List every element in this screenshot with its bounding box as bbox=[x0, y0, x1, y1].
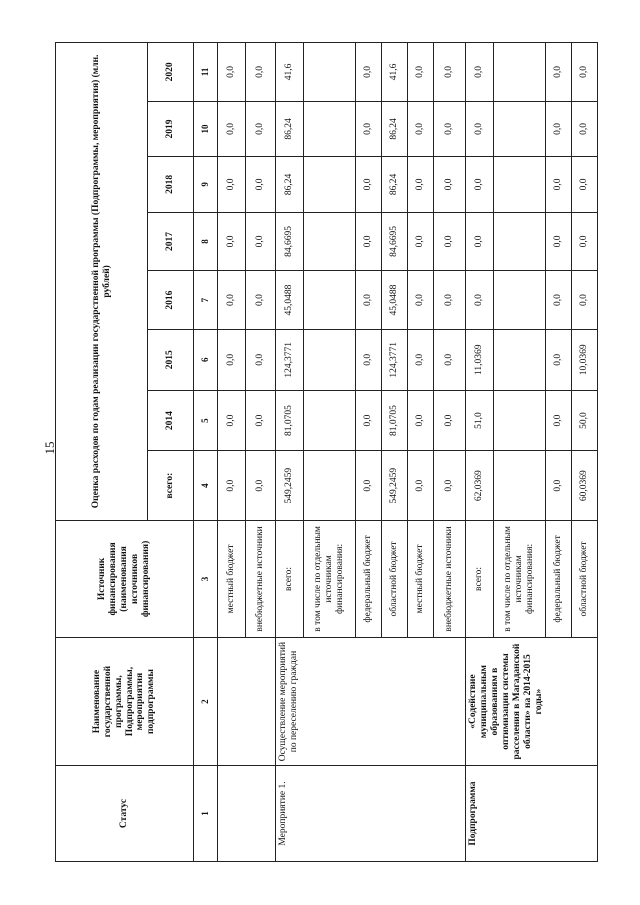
header-total: всего: bbox=[148, 451, 194, 520]
index-cell: 7 bbox=[194, 271, 218, 330]
status-cell bbox=[218, 766, 276, 862]
source-cell: всего: bbox=[276, 520, 304, 637]
value-cell: 0,0 bbox=[546, 271, 572, 330]
value-cell: 11,0369 bbox=[466, 329, 494, 390]
value-cell: 62,0369 bbox=[466, 451, 494, 520]
value-cell: 0,0 bbox=[546, 101, 572, 156]
table-row bbox=[276, 43, 304, 862]
header-status: Статус bbox=[56, 766, 194, 862]
value-cell: 0,0 bbox=[218, 329, 246, 390]
header-source: Источник финансирования (наименования источников финансирования) bbox=[56, 520, 194, 637]
value-cell: 0,0 bbox=[408, 390, 434, 451]
index-cell: 5 bbox=[194, 390, 218, 451]
value-cell: 0,0 bbox=[572, 271, 598, 330]
value-cell: 0,0 bbox=[434, 157, 466, 212]
budget-table bbox=[55, 42, 598, 862]
index-cell: 1 bbox=[194, 766, 218, 862]
page-number: 15 bbox=[42, 441, 57, 455]
header-year: 2019 bbox=[148, 101, 194, 156]
value-cell: 0,0 bbox=[572, 157, 598, 212]
header-year: 2016 bbox=[148, 271, 194, 330]
value-cell: 0,0 bbox=[408, 271, 434, 330]
value-cell: 0,0 bbox=[408, 329, 434, 390]
value-cell: 0,0 bbox=[218, 101, 246, 156]
name-cell bbox=[218, 638, 276, 766]
table-row bbox=[218, 43, 246, 862]
value-cell: 0,0 bbox=[408, 101, 434, 156]
value-cell bbox=[304, 157, 356, 212]
value-cell: 0,0 bbox=[546, 212, 572, 271]
value-cell: 0,0 bbox=[466, 157, 494, 212]
rotated-table-wrapper bbox=[55, 42, 590, 862]
value-cell: 0,0 bbox=[546, 329, 572, 390]
name-cell: «Содействие муниципальным образованиям в оптимизации системы расселения в Магаданской области» на 2014-2015 годы» bbox=[466, 638, 598, 766]
value-cell: 0,0 bbox=[434, 212, 466, 271]
value-cell: 0,0 bbox=[246, 212, 276, 271]
value-cell: 45,0488 bbox=[276, 271, 304, 330]
value-cell: 0,0 bbox=[434, 451, 466, 520]
value-cell: 0,0 bbox=[408, 43, 434, 102]
header-name: Наименование государственной программы, Подпрограммы, мероприятия подпрограммы bbox=[56, 638, 194, 766]
value-cell: 0,0 bbox=[246, 390, 276, 451]
index-cell: 6 bbox=[194, 329, 218, 390]
value-cell: 86,24 bbox=[276, 101, 304, 156]
index-cell: 4 bbox=[194, 451, 218, 520]
value-cell: 81,0705 bbox=[276, 390, 304, 451]
value-cell bbox=[494, 329, 546, 390]
value-cell: 0,0 bbox=[546, 451, 572, 520]
value-cell: 0,0 bbox=[356, 43, 382, 102]
value-cell: 0,0 bbox=[546, 157, 572, 212]
source-cell: федеральный бюджет bbox=[546, 520, 572, 637]
value-cell: 0,0 bbox=[218, 451, 246, 520]
value-cell bbox=[304, 212, 356, 271]
value-cell: 0,0 bbox=[356, 101, 382, 156]
source-cell: в том числе по отдельным источникам финансирования: bbox=[304, 520, 356, 637]
value-cell: 41,6 bbox=[382, 43, 408, 102]
source-cell: областной бюджет bbox=[382, 520, 408, 637]
value-cell: 0,0 bbox=[466, 43, 494, 102]
value-cell: 0,0 bbox=[356, 451, 382, 520]
name-cell: Осуществление мероприятий по переселению граждан bbox=[276, 638, 466, 766]
value-cell bbox=[494, 101, 546, 156]
value-cell: 0,0 bbox=[408, 212, 434, 271]
value-cell: 0,0 bbox=[572, 212, 598, 271]
value-cell: 0,0 bbox=[466, 212, 494, 271]
value-cell bbox=[494, 157, 546, 212]
value-cell: 124,3771 bbox=[382, 329, 408, 390]
value-cell bbox=[494, 271, 546, 330]
table-row bbox=[466, 43, 494, 862]
source-cell: в том числе по отдельным источникам финансирования: bbox=[494, 520, 546, 637]
index-cell: 10 bbox=[194, 101, 218, 156]
index-cell: 2 bbox=[194, 638, 218, 766]
value-cell bbox=[304, 451, 356, 520]
value-cell: 549,2459 bbox=[382, 451, 408, 520]
value-cell: 0,0 bbox=[572, 101, 598, 156]
value-cell: 10,0369 bbox=[572, 329, 598, 390]
value-cell: 0,0 bbox=[218, 390, 246, 451]
value-cell bbox=[494, 43, 546, 102]
value-cell: 0,0 bbox=[546, 43, 572, 102]
value-cell: 51,0 bbox=[466, 390, 494, 451]
value-cell: 60,0369 bbox=[572, 451, 598, 520]
value-cell: 0,0 bbox=[434, 390, 466, 451]
header-year: 2017 bbox=[148, 212, 194, 271]
header-year: 2018 bbox=[148, 157, 194, 212]
value-cell: 41,6 bbox=[276, 43, 304, 102]
value-cell: 86,24 bbox=[382, 157, 408, 212]
value-cell: 0,0 bbox=[218, 212, 246, 271]
value-cell: 0,0 bbox=[356, 329, 382, 390]
header-year: 2020 bbox=[148, 43, 194, 102]
index-cell: 11 bbox=[194, 43, 218, 102]
source-cell: внебюджетные источники bbox=[246, 520, 276, 637]
value-cell: 81,0705 bbox=[382, 390, 408, 451]
value-cell: 0,0 bbox=[218, 157, 246, 212]
source-cell: местный бюджет bbox=[408, 520, 434, 637]
value-cell: 45,0488 bbox=[382, 271, 408, 330]
value-cell: 0,0 bbox=[434, 329, 466, 390]
status-cell: Подпрограмма bbox=[466, 766, 598, 862]
index-cell: 3 bbox=[194, 520, 218, 637]
value-cell: 0,0 bbox=[356, 212, 382, 271]
value-cell: 549,2459 bbox=[276, 451, 304, 520]
header-year: 2014 bbox=[148, 390, 194, 451]
value-cell: 0,0 bbox=[434, 271, 466, 330]
index-cell: 9 bbox=[194, 157, 218, 212]
value-cell: 0,0 bbox=[246, 43, 276, 102]
value-cell: 0,0 bbox=[246, 451, 276, 520]
value-cell: 0,0 bbox=[246, 271, 276, 330]
value-cell bbox=[304, 101, 356, 156]
value-cell: 0,0 bbox=[572, 43, 598, 102]
source-cell: местный бюджет bbox=[218, 520, 246, 637]
value-cell: 84,6695 bbox=[382, 212, 408, 271]
value-cell: 0,0 bbox=[246, 329, 276, 390]
value-cell: 0,0 bbox=[246, 157, 276, 212]
value-cell: 86,24 bbox=[276, 157, 304, 212]
status-cell: Мероприятие 1. bbox=[276, 766, 466, 862]
value-cell: 84,6695 bbox=[276, 212, 304, 271]
value-cell bbox=[304, 390, 356, 451]
value-cell: 0,0 bbox=[246, 101, 276, 156]
value-cell: 0,0 bbox=[466, 101, 494, 156]
value-cell: 0,0 bbox=[356, 271, 382, 330]
index-row bbox=[194, 43, 218, 862]
value-cell: 0,0 bbox=[408, 451, 434, 520]
value-cell: 0,0 bbox=[434, 101, 466, 156]
value-cell: 0,0 bbox=[466, 271, 494, 330]
value-cell bbox=[494, 390, 546, 451]
source-cell: федеральный бюджет bbox=[356, 520, 382, 637]
index-cell: 8 bbox=[194, 212, 218, 271]
value-cell bbox=[304, 329, 356, 390]
value-cell: 50,0 bbox=[572, 390, 598, 451]
value-cell bbox=[304, 43, 356, 102]
value-cell: 86,24 bbox=[382, 101, 408, 156]
header-estimate: Оценка расходов по годам реализации государственной программы (Подпрограммы, мероприятия) (млн. рублей) bbox=[56, 43, 148, 521]
source-cell: областной бюджет bbox=[572, 520, 598, 637]
value-cell: 124,3771 bbox=[276, 329, 304, 390]
value-cell: 0,0 bbox=[356, 390, 382, 451]
header-year: 2015 bbox=[148, 329, 194, 390]
value-cell bbox=[304, 271, 356, 330]
source-cell: всего: bbox=[466, 520, 494, 637]
value-cell: 0,0 bbox=[356, 157, 382, 212]
value-cell: 0,0 bbox=[218, 271, 246, 330]
value-cell bbox=[494, 212, 546, 271]
value-cell: 0,0 bbox=[408, 157, 434, 212]
value-cell: 0,0 bbox=[434, 43, 466, 102]
value-cell: 0,0 bbox=[218, 43, 246, 102]
source-cell: внебюджетные источники bbox=[434, 520, 466, 637]
value-cell bbox=[494, 451, 546, 520]
value-cell: 0,0 bbox=[546, 390, 572, 451]
